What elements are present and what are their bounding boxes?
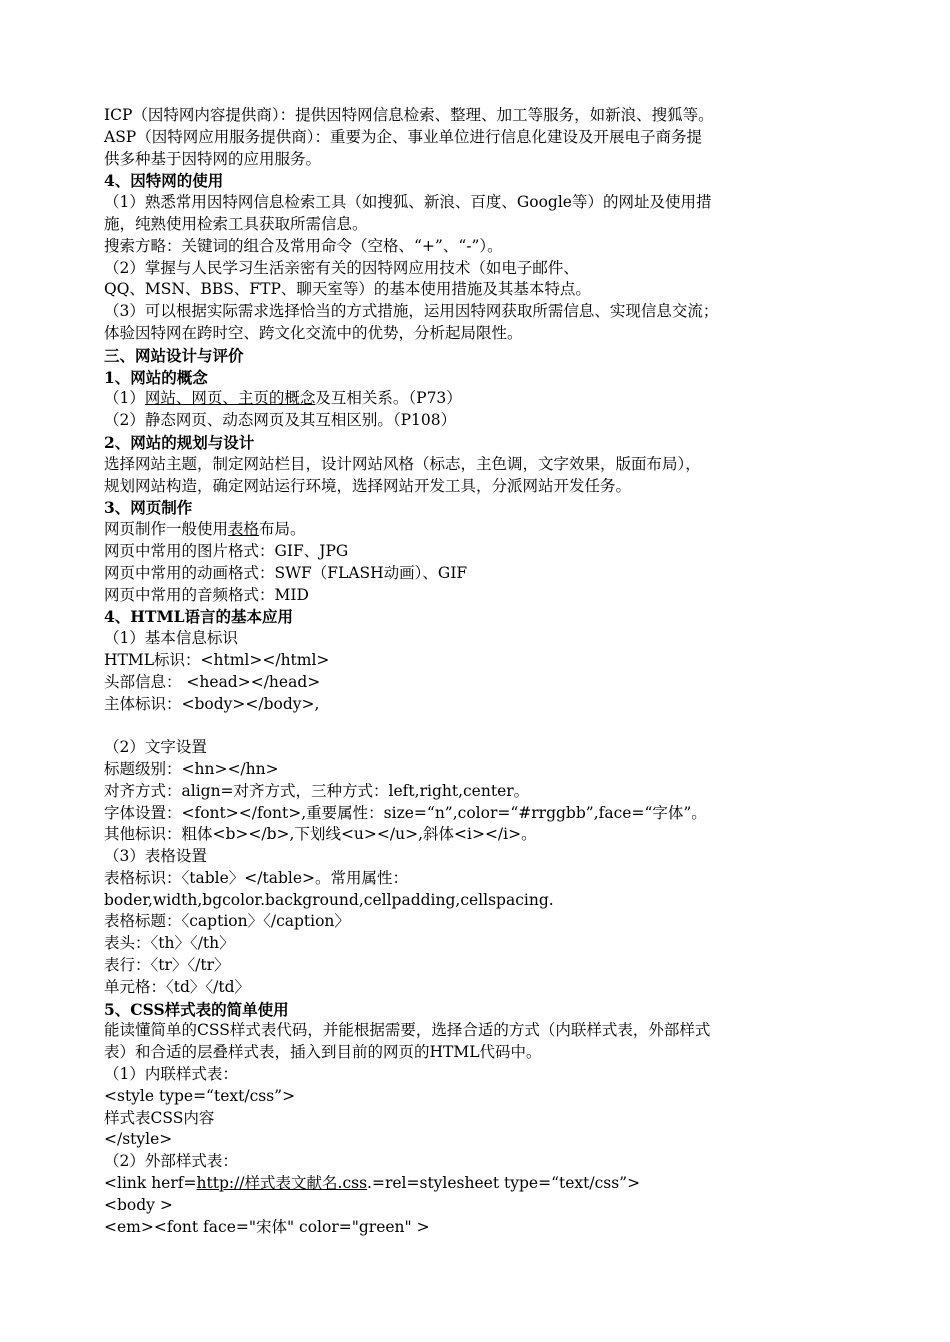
text-line: （3）表格设置 — [104, 847, 207, 866]
text-line: （2）外部样式表： — [104, 1152, 238, 1171]
text-line: 表格标识：〈table〉</table>。常用属性： — [104, 868, 408, 887]
text-line: 字体设置：<font></font>,重要属性：size=“n”,color=“#rrggbb”,face=“字体”。 — [104, 803, 707, 822]
text-line: ASP（因特网应用服务提供商）：重要为企、事业单位进行信息化建设及开展电子商务提 — [104, 127, 702, 146]
section-heading: 2、网站的规划与设计 — [104, 432, 255, 452]
text-line: HTML标识：<html></html> — [104, 650, 330, 669]
text-line: 网页中常用的音频格式：MID — [104, 585, 309, 604]
text-line: 标题级别：<hn></hn> — [104, 759, 279, 778]
section-heading: 1、网站的概念 — [104, 367, 208, 387]
text-line: 单元格：〈td〉〈/td〉 — [104, 977, 251, 996]
underlined-text: 网站、网页、主页的概念 — [144, 389, 316, 408]
section-heading: 4、HTML语言的基本应用 — [104, 607, 294, 627]
text-line: QQ、MSN、BBS、FTP、聊天室等）的基本使用措施及其基本特点。 — [104, 280, 591, 299]
text-line: 规划网站构造，确定网站运行环境，选择网站开发工具，分派网站开发任务。 — [104, 476, 632, 495]
underlined-text: http://样式表文献名.css — [196, 1174, 368, 1193]
text-line: 对齐方式：align=对齐方式，三种方式：left,right,center。 — [104, 781, 530, 800]
text-segment: .=rel=stylesheet type=“text/css”> — [367, 1174, 641, 1193]
text-line: 搜索方略：关键词的组合及常用命令（空格、“+”、“-”）。 — [104, 236, 503, 255]
text-line: ICP（因特网内容提供商）：提供因特网信息检索、整理、加工等服务，如新浪、搜狐等。 — [104, 106, 714, 124]
text-line: （2）掌握与人民学习生活亲密有关的因特网应用技术（如电子邮件、 — [104, 258, 579, 277]
text-line: </style> — [104, 1130, 173, 1149]
text-line: boder,width,bgcolor.background,cellpadding,cellspacing. — [104, 890, 554, 909]
text-line: 表行：〈tr〉〈/tr〉 — [104, 956, 230, 975]
text-line: 网页中常用的图片格式：GIF、JPG — [104, 541, 349, 560]
text-line — [104, 519, 864, 541]
text-segment: 布局。 — [259, 520, 306, 539]
underlined-text: 表格 — [228, 520, 260, 539]
text-line: 表头：〈th〉〈/th〉 — [104, 934, 235, 953]
text-line: 样式表CSS内容 — [104, 1108, 215, 1127]
text-line: 体验因特网在跨时空、跨文化交流中的优势，分析起局限性。 — [104, 323, 523, 342]
text-line: <style type=“text/css”> — [104, 1086, 296, 1105]
section-heading: 5、CSS样式表的简单使用 — [104, 999, 289, 1019]
section-heading: 三、网站设计与评价 — [104, 345, 244, 365]
text-line — [104, 388, 864, 410]
text-line: 选择网站主题，制定网站栏目，设计网站风格（标志，主色调，文字效果，版面布局）， — [104, 454, 701, 473]
text-line: <em><font face="宋体" color="green" > — [104, 1217, 430, 1236]
text-line: （1）基本信息标识 — [104, 629, 238, 648]
section-heading: 3、网页制作 — [104, 498, 193, 518]
text-line: 施，纯熟使用检索工具获取所需信息。 — [104, 214, 368, 233]
text-segment: <link herf= — [104, 1174, 197, 1193]
text-line: 头部信息： <head></head> — [104, 672, 321, 691]
text-line: 网页中常用的动画格式：SWF（FLASH动画）、GIF — [104, 563, 468, 582]
section-heading: 4、因特网的使用 — [104, 171, 224, 191]
text-line: 表）和合适的层叠样式表，插入到目前的网页的HTML代码中。 — [104, 1043, 542, 1062]
document-body — [104, 105, 864, 1238]
text-line: 表格标题：〈caption〉〈/caption〉 — [104, 912, 350, 931]
blank-line — [104, 715, 864, 737]
text-line: （3）可以根据实际需求选择恰当的方式措施，运用因特网获取所需信息、实现信息交流； — [104, 302, 719, 321]
text-segment: 及互相关系。（P73） — [315, 389, 462, 408]
text-line: 能读懂简单的CSS样式表代码，并能根据需要，选择合适的方式（内联样式表，外部样式 — [104, 1021, 711, 1040]
text-line: （2）静态网页、动态网页及其互相区别。（P108） — [104, 411, 457, 430]
text-line: <body > — [104, 1195, 173, 1214]
text-line: 供多种基于因特网的应用服务。 — [104, 149, 322, 168]
text-line: （2）文字设置 — [104, 738, 207, 757]
text-segment: （1） — [104, 389, 145, 408]
text-line — [104, 1173, 864, 1195]
text-line: （1）内联样式表： — [104, 1065, 238, 1084]
text-segment: 网页制作一般使用 — [104, 520, 229, 539]
text-line: 主体标识：<body></body>, — [104, 694, 320, 713]
text-line: （1）熟悉常用因特网信息检索工具（如搜狐、新浪、百度、Google等）的网址及使用措 — [104, 193, 712, 212]
text-line: 其他标识：粗体<b></b>,下划线<u></u>,斜体<i></i>。 — [104, 825, 537, 844]
